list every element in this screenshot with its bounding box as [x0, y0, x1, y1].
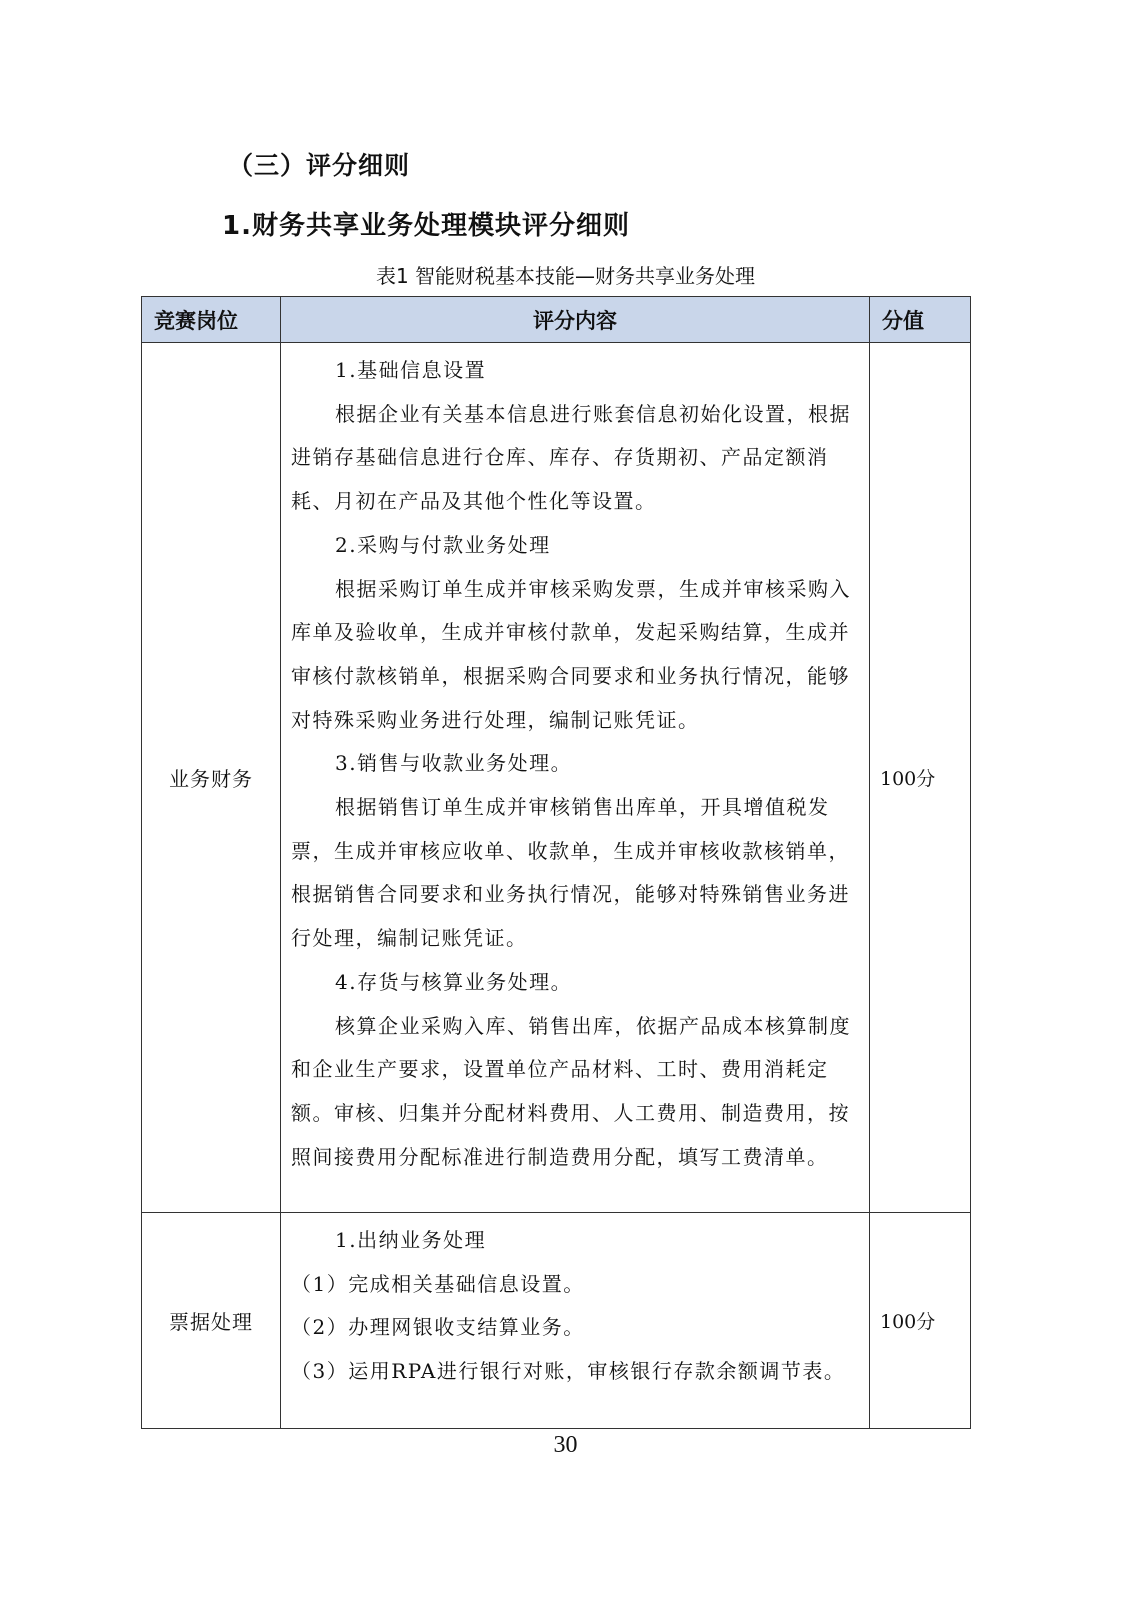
row-position: 票据处理 — [142, 1213, 281, 1429]
header-position: 竞赛岗位 — [142, 297, 281, 343]
table-header-row — [142, 297, 971, 343]
content-line: 根据销售订单生成并审核销售出库单，开具增值税发票，生成并审核应收单、收款单，生成并审核收款核销单，根据销售合同要求和业务执行情况，能够对特殊销售业务进行处理，编制记账凭证。 — [291, 795, 850, 951]
content-line: 2.采购与付款业务处理 — [335, 532, 551, 557]
table-caption: 表1 智能财税基本技能—财务共享业务处理 — [375, 264, 756, 288]
page-number: 30 — [553, 1432, 578, 1458]
content-line: 根据企业有关基本信息进行账套信息初始化设置，根据进销存基础信息进行仓库、库存、存货期初、产品定额消耗、月初在产品及其他个性化等设置。 — [291, 401, 851, 514]
content-line: （1）完成相关基础信息设置。 — [291, 1271, 585, 1296]
row-content — [281, 1213, 870, 1429]
content-line: 核算企业采购入库、销售出库，依据产品成本核算制度和企业生产要求，设置单位产品材料、工时、费用消耗定额。审核、归集并分配材料费用、人工费用、制造费用，按照间接费用分配标准进行制造费用分配，填写工费清单。 — [291, 1013, 851, 1169]
content-line: 4.存货与核算业务处理。 — [335, 969, 573, 994]
content-line: 3.销售与收款业务处理。 — [335, 751, 573, 776]
row-score: 100分 — [870, 343, 971, 1213]
table-row — [142, 343, 971, 1213]
section-heading: （三）评分细则 — [228, 151, 411, 180]
row-score: 100分 — [870, 1213, 971, 1429]
content-line: （3）运用RPA进行银行对账，审核银行存款余额调节表。 — [291, 1359, 846, 1384]
content-line: 根据采购订单生成并审核采购发票，生成并审核采购入库单及验收单，生成并审核付款单，发起采购结算，生成并审核付款核销单，根据采购合同要求和业务执行情况，能够对特殊采购业务进行处理，编制记账凭证。 — [291, 576, 851, 732]
header-content: 评分内容 — [281, 297, 870, 343]
row-position: 业务财务 — [142, 343, 281, 1213]
content-line: 1.出纳业务处理 — [335, 1228, 487, 1252]
header-score: 分值 — [870, 297, 971, 343]
table-row — [142, 1213, 971, 1429]
content-line: （2）办理网银收支结算业务。 — [291, 1315, 585, 1340]
row-content — [281, 343, 870, 1213]
content-line: 1.基础信息设置 — [335, 358, 487, 382]
subsection-heading: 1.财务共享业务处理模块评分细则 — [222, 211, 630, 241]
scoring-table — [141, 296, 971, 1429]
